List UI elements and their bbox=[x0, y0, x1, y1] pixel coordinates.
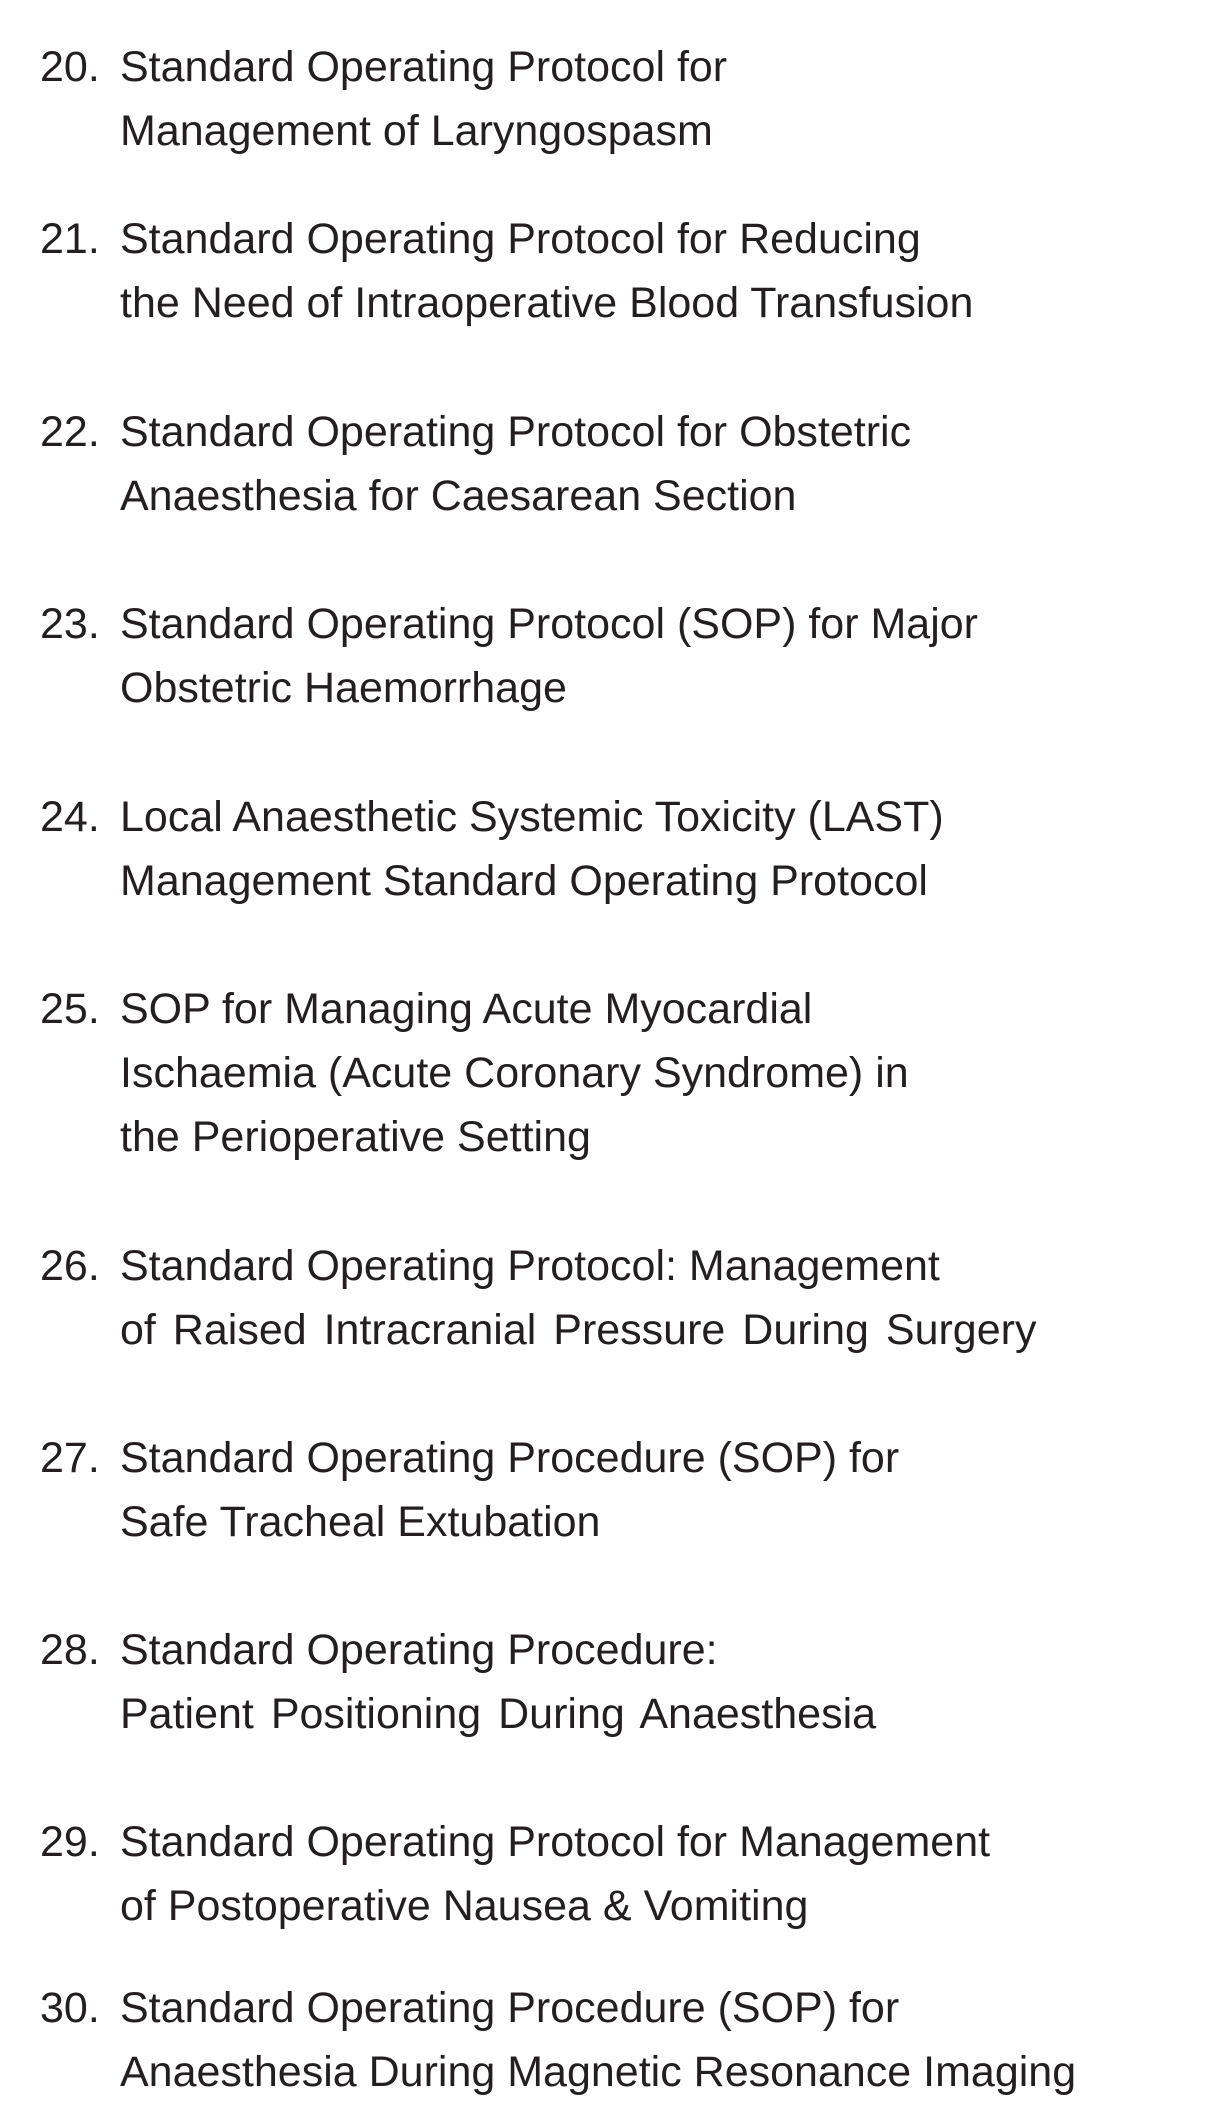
entry-number: 24. bbox=[40, 793, 100, 841]
entry-title bbox=[120, 1810, 1200, 1938]
entry-number: 29. bbox=[40, 1818, 100, 1866]
entry-title-line: Standard Operating Protocol (SOP) for Major bbox=[120, 600, 978, 648]
entry-number: 23. bbox=[40, 600, 100, 648]
entry-title-line: of Postoperative Nausea & Vomiting bbox=[120, 1882, 809, 1930]
entry-title bbox=[120, 35, 1200, 163]
entry-number: 30. bbox=[40, 1984, 100, 2032]
entry-number: 20. bbox=[40, 43, 100, 91]
entry-number: 28. bbox=[40, 1626, 100, 1674]
entry-title-line: Anaesthesia During Magnetic Resonance Imaging bbox=[120, 2048, 1077, 2096]
entry-title-line: Standard Operating Protocol for Reducing bbox=[120, 215, 921, 263]
entry-title bbox=[120, 1234, 1200, 1362]
entry-title-line: of Raised Intracranial Pressure During Surgery bbox=[120, 1306, 1037, 1354]
entry-number: 21. bbox=[40, 215, 100, 263]
entry-title bbox=[120, 1618, 1200, 1746]
entry-number: 25. bbox=[40, 985, 100, 1033]
entry-title bbox=[120, 1976, 1200, 2104]
entry-title-line: Anaesthesia for Caesarean Section bbox=[120, 472, 797, 520]
entry-title bbox=[120, 400, 1200, 528]
entry-title-line: SOP for Managing Acute Myocardial bbox=[120, 985, 813, 1033]
entry-title-line: Standard Operating Protocol for Management bbox=[120, 1818, 991, 1866]
entry-number: 27. bbox=[40, 1434, 100, 1482]
entry-title-line: Standard Operating Protocol for Obstetric bbox=[120, 408, 912, 456]
entry-title-line: Standard Operating Procedure: bbox=[120, 1626, 718, 1674]
entry-title-line: Obstetric Haemorrhage bbox=[120, 664, 567, 712]
entry-title-line: Ischaemia (Acute Coronary Syndrome) in bbox=[120, 1049, 909, 1097]
entry-title bbox=[120, 207, 1200, 335]
entry-title-line: the Perioperative Setting bbox=[120, 1113, 591, 1161]
entry-title-line: the Need of Intraoperative Blood Transfusion bbox=[120, 279, 974, 327]
entry-title bbox=[120, 785, 1200, 913]
entry-title-line: Standard Operating Protocol for bbox=[120, 43, 728, 91]
entry-title bbox=[120, 592, 1200, 720]
entry-title-line: Standard Operating Protocol: Management bbox=[120, 1242, 940, 1290]
entry-title-line: Local Anaesthetic Systemic Toxicity (LAST) bbox=[120, 793, 944, 841]
entry-number: 26. bbox=[40, 1242, 100, 1290]
entry-title bbox=[120, 1426, 1200, 1554]
entry-title-line: Management of Laryngospasm bbox=[120, 107, 713, 155]
entry-title-line: Standard Operating Procedure (SOP) for bbox=[120, 1434, 900, 1482]
entry-title-line: Patient Positioning During Anaesthesia bbox=[120, 1690, 877, 1738]
entry-title-line: Safe Tracheal Extubation bbox=[120, 1498, 601, 1546]
entry-title-line: Management Standard Operating Protocol bbox=[120, 857, 928, 905]
entry-number: 22. bbox=[40, 408, 100, 456]
entry-title-line: Standard Operating Procedure (SOP) for bbox=[120, 1984, 900, 2032]
entry-title bbox=[120, 977, 1200, 1169]
